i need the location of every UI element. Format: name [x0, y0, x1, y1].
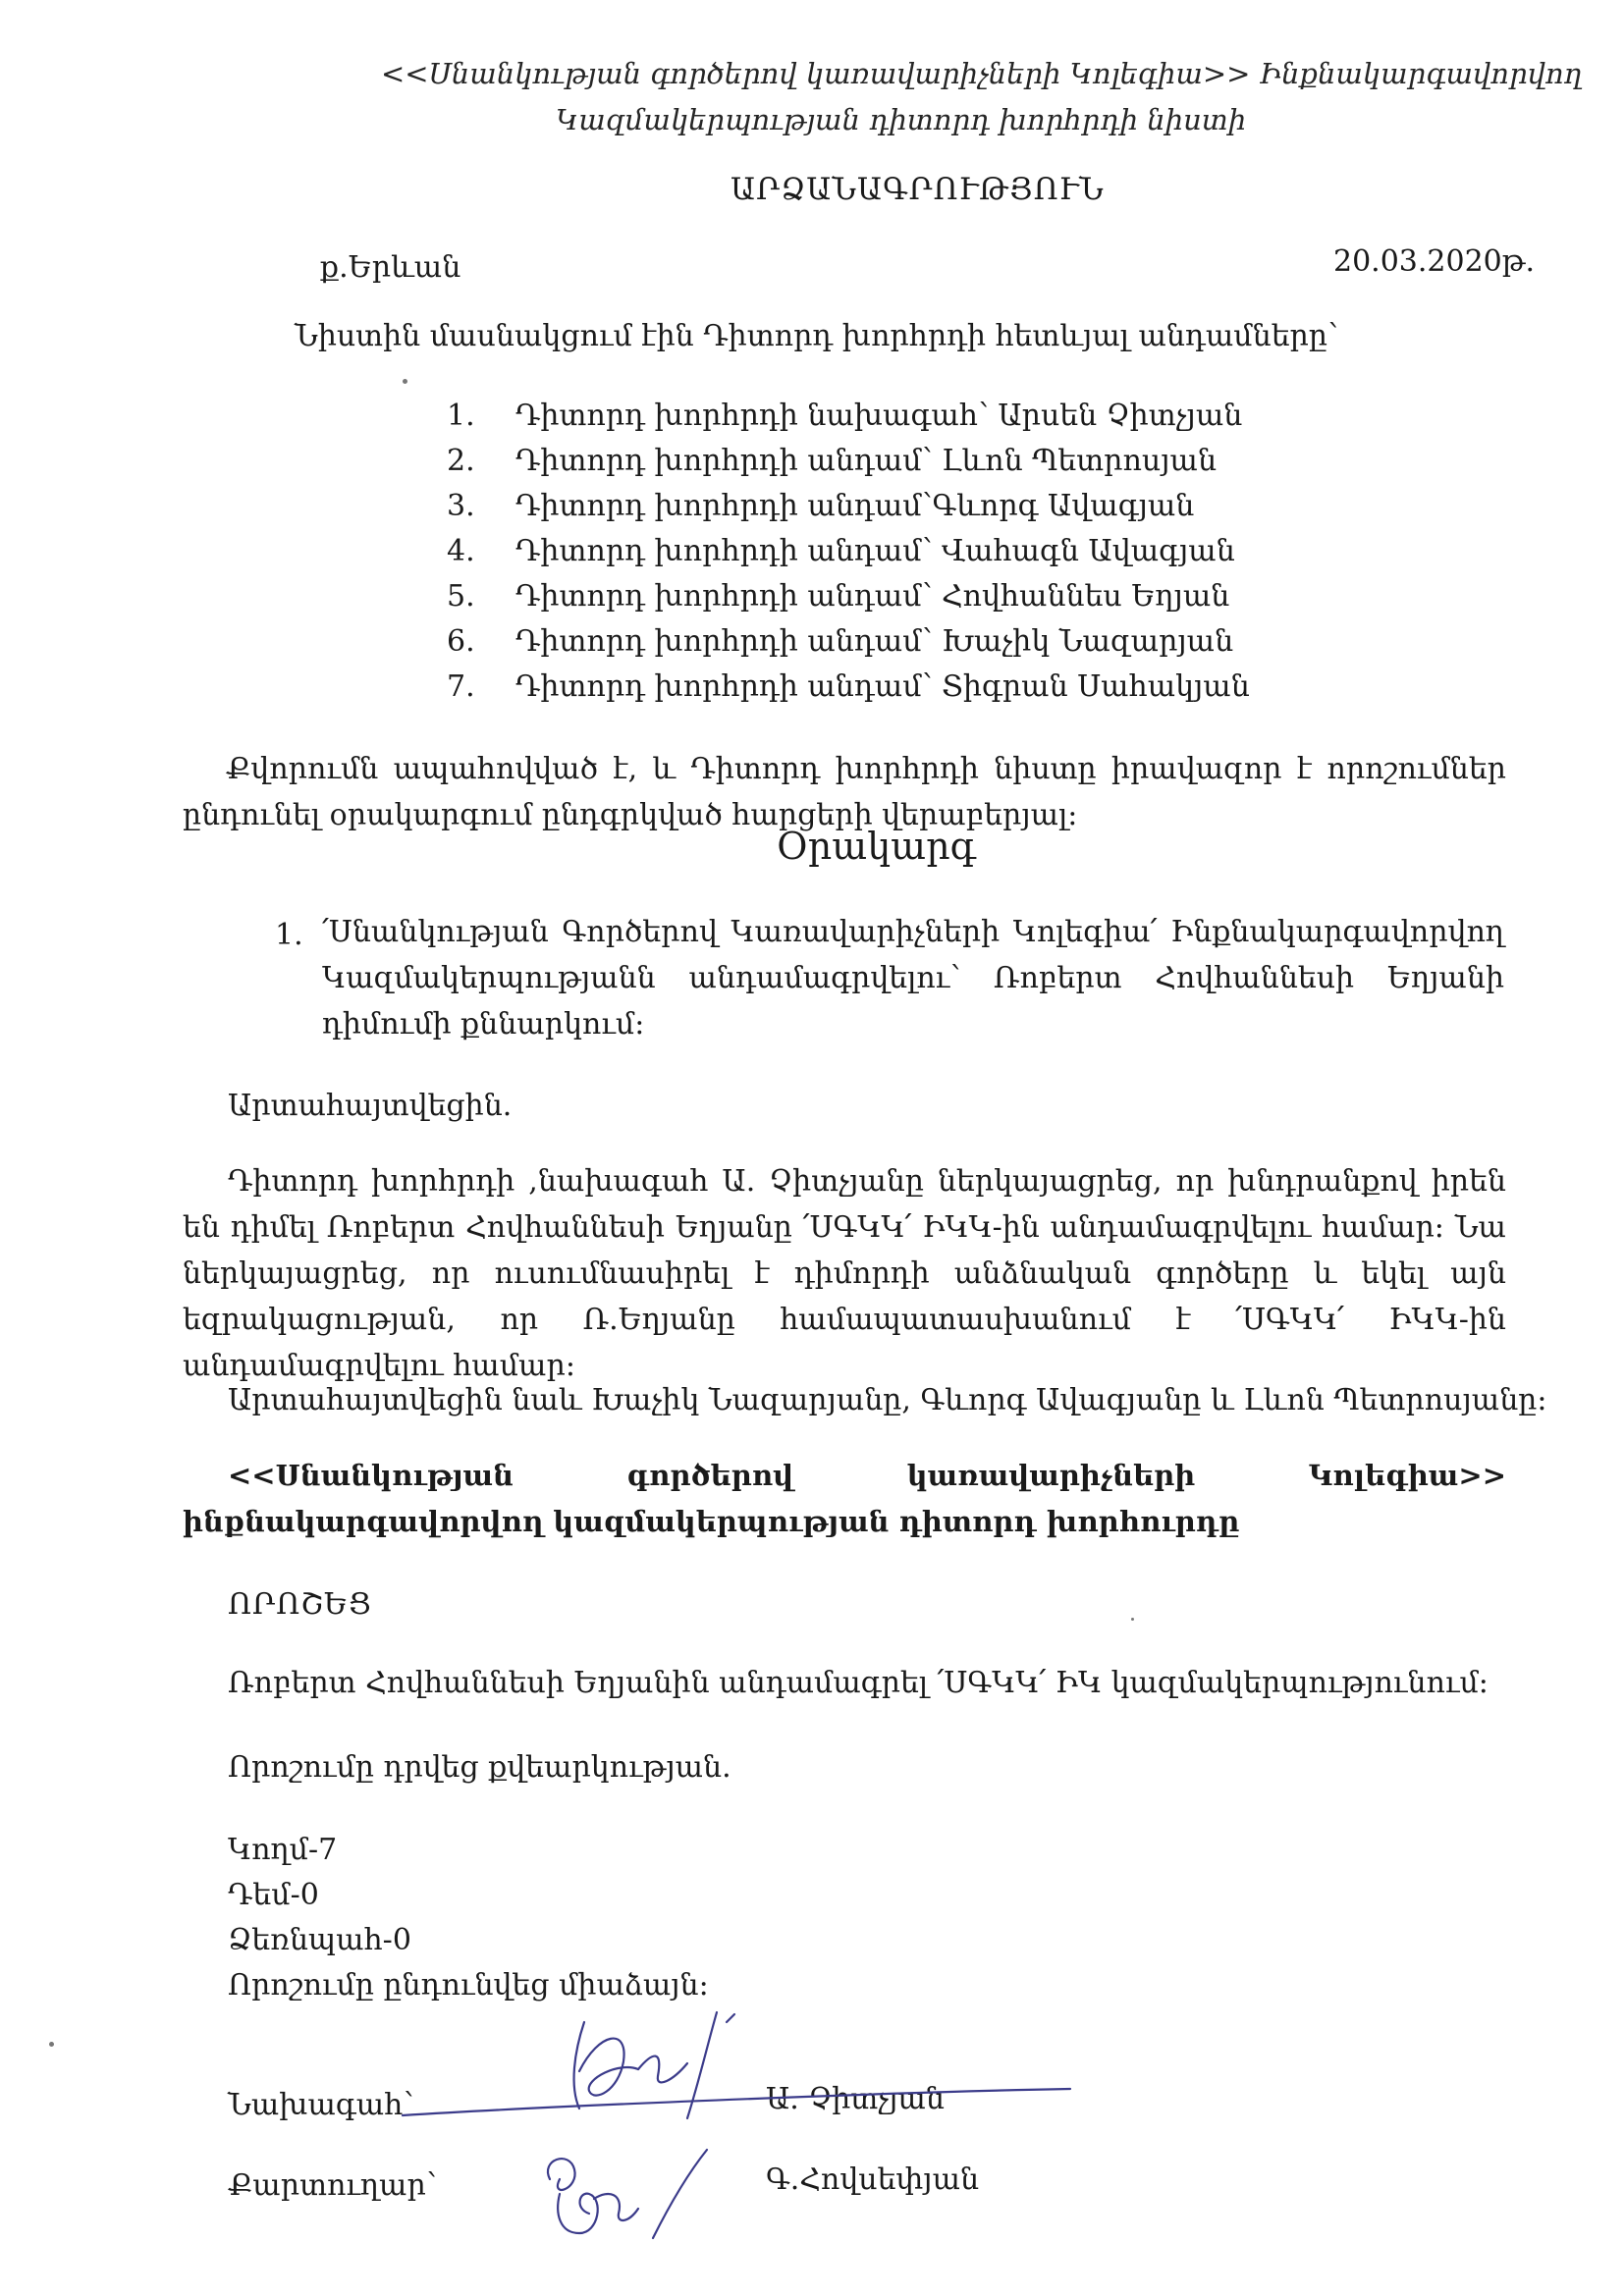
- decided-heading: ՈՐՈՇԵՑ: [228, 1587, 372, 1622]
- spoke-label: Արտահայտվեցին.: [228, 1089, 513, 1123]
- member-item: 5. Դիտորդ խորհրդի անդամ՝ Հովհաննես Եղյան: [447, 579, 1230, 614]
- member-item: 1. Դիտորդ խորհրդի նախագահ՝ Արսեն Չիտչյան: [447, 399, 1243, 433]
- quorum-paragraph: Քվորումն ապահովված է, և Դիտորդ խորհրդի նիստը իրավազոր է որոշումներ ընդունել օրակարգում ընդգրկված հարցերի վերաբերյալ:: [183, 752, 1506, 832]
- document-title: ԱՐՁԱՆԱԳՐՈՒԹՅՈՒՆ: [731, 172, 1105, 207]
- member-item: 2. Դիտորդ խորհրդի անդամ՝ Լևոն Պետրոսյան: [447, 444, 1218, 478]
- vote-put: Որոշումը դրվեց քվեարկության.: [228, 1750, 731, 1785]
- header-line-1: <<Սնանկության գործերով կառավարիչների Կոլեգիա>> Ինքնակարգավորվող: [381, 57, 1583, 90]
- scan-speck: [403, 379, 407, 384]
- scan-speck: [49, 2042, 54, 2047]
- scan-speck: [1131, 1618, 1134, 1621]
- header-line-2: Կազմակերպության դիտորդ խորհրդի նիստի: [556, 103, 1247, 136]
- secretary-label: Քարտուղար՝: [228, 2168, 437, 2203]
- agenda-item-text: ՛Սնանկության Գործերով Կառավարիչների Կոլեգիա՛ Ինքնակարգավորվող Կազմակերպությանն անդամագրվելու՝ Ռոբերտ Հովհաննեսի Եղյանի դիմումի քննարկում:: [322, 915, 1504, 1041]
- members-intro: Նիստին մասնակցում էին Դիտորդ խորհրդի հետևյալ անդամները՝: [295, 319, 1338, 353]
- secretary-signature: [530, 2140, 746, 2248]
- agenda-title: Օրակարգ: [777, 825, 977, 868]
- decision-text: Ռոբերտ Հովհաննեսի Եղյանին անդամագրել ՛ՍԳԿԿ՛ ԻԿ կազմակերպությունում:: [228, 1666, 1489, 1700]
- chair-name: Ա. Չիտչյան: [766, 2082, 945, 2116]
- discussion-paragraph: Դիտորդ խորհրդի ,նախագահ Ա. Չիտչյանը ներկայացրեց, որ խնդրանքով իրեն են դիմել Ռոբերտ Հովհաննեսի Եղյանը ՛ՍԳԿԿ՛ ԻԿԿ-ին անդամագրվելու համար: Նա ներկայացրեց, որ ուսումնասիրել է դիմորդի անձնական գործերը և եկել այն եզրակացության, որ Ռ.Եղյանը համապատասխանում է ՛ՍԳԿԿ՛ ԻԿԿ-ին անդամագրվելու համար:: [183, 1164, 1506, 1383]
- unanimous-text: Որոշումը ընդունվեց միաձայն:: [228, 1968, 709, 2002]
- votes-abstain: Ձեռնպահ-0: [228, 1923, 411, 1957]
- member-item: 3. Դիտորդ խորհրդի անդամ՝Գևորգ Ավագյան: [447, 489, 1195, 523]
- agenda-item-number: 1.: [275, 918, 303, 952]
- chair-label: Նախագահ՝: [228, 2088, 414, 2122]
- votes-against: Դեմ-0: [228, 1878, 319, 1912]
- chair-signature: [393, 1993, 1080, 2140]
- document-place: ք.Երևան: [320, 250, 461, 285]
- member-item: 4. Դիտորդ խորհրդի անդամ՝ Վահագն Ավագյան: [447, 534, 1235, 568]
- votes-for: Կողմ-7: [228, 1833, 338, 1867]
- secretary-name: Գ.Հովսեփյան: [766, 2163, 980, 2197]
- board-statement: <<Սնանկության գործերով կառավարիչների Կոլեգիա>> ինքնակարգավորվող կազմակերպության դիտորդ խորհուրդը: [183, 1459, 1506, 1538]
- member-item: 7. Դիտորդ խորհրդի անդամ՝ Տիգրան Սահակյան: [447, 669, 1250, 704]
- also-spoke: Արտահայտվեցին նաև Խաչիկ Նազարյանը, Գևորգ Ավագյանը և Լևոն Պետրոսյանը:: [228, 1383, 1547, 1417]
- member-item: 6. Դիտորդ խորհրդի անդամ՝ Խաչիկ Նազարյան: [447, 624, 1234, 659]
- document-date: 20.03.2020թ.: [1333, 244, 1536, 279]
